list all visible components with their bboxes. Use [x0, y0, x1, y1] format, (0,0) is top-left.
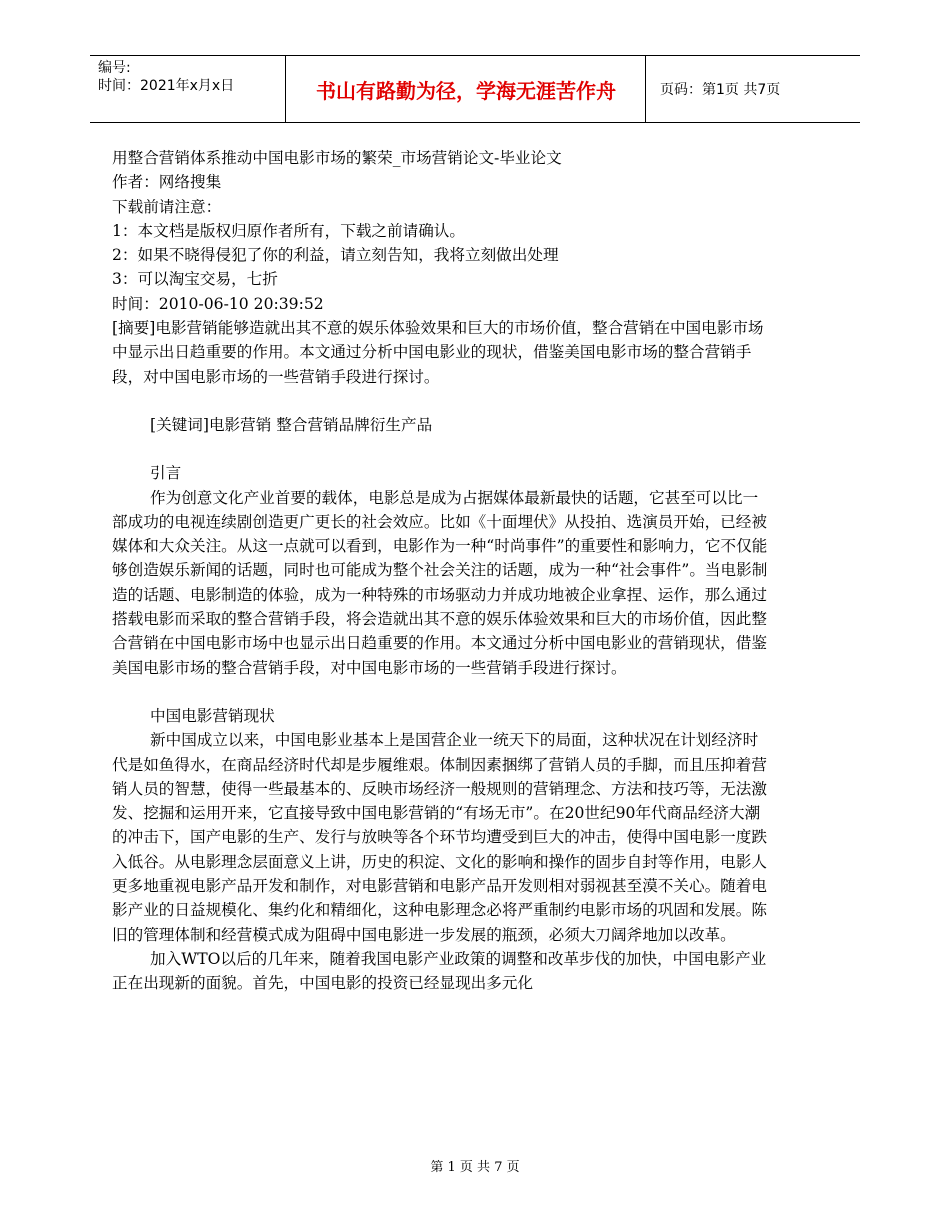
- notice-item-2: 2：如果不晓得侵犯了你的利益，请立刻告知，我将立刻做出处理: [112, 246, 559, 265]
- section-paragraph-2: 加入WTO以后的几年来，随着我国电影产业政策的调整和改革步伐的加快，中国电影产业正在出现新的面貌。首先，中国电影的投资已经显现出多元化: [112, 949, 767, 993]
- notice-item-1: 1：本文档是版权归原作者所有，下载之前请确认。: [112, 221, 465, 240]
- header-motto: 书山有路勤为径，学海无涯苦作舟: [287, 56, 646, 122]
- header-meta: [90, 56, 286, 122]
- notice-item-3: 3：可以淘宝交易，七折: [112, 270, 278, 289]
- header-time: 时间：2021年x月x日: [98, 78, 235, 94]
- page-header: [90, 55, 860, 123]
- section-heading: 中国电影营销现状: [150, 706, 275, 725]
- notice-heading: 下载前请注意：: [112, 197, 222, 216]
- header-page-number: 页码：第1页 共7页: [660, 82, 781, 98]
- doc-title: 用整合营销体系推动中国电影市场的繁荣_市场营销论文-毕业论文: [112, 149, 562, 167]
- intro-paragraph: 作为创意文化产业首要的载体，电影总是成为占据媒体最新最快的话题，它甚至可以比一部成功的电视连续剧创造更广更长的社会效应。比如《十面埋伏》从投拍、选演员开始，已经被媒体和大众关注。从这一点就可以看到，电影作为一种“时尚事件”的重要性和影响力，它不仅能够创造娱乐新闻的话题，同时也可能成为整个社会关注的话题，成为一种“社会事件”。当电影制造的话题、电影制造的体验，成为一种特殊的市场驱动力并成功地被企业拿捏、运作，那么通过搭载电影而采取的整合营销手段，将会造就出其不意的娱乐体验效果和巨大的市场价值，因此整合营销在中国电影市场中也显示出日趋重要的作用。本文通过分析中国电影业的营销现状，借鉴美国电影市场的整合营销手段，对中国电影市场的一些营销手段进行探讨。: [112, 488, 768, 677]
- doc-author: 作者：网络搜集: [112, 173, 222, 192]
- page-footer: 第 1 页 共 7 页: [430, 1160, 520, 1175]
- keywords: [关键词]电影营销 整合营销品牌衍生产品: [150, 415, 433, 434]
- abstract: [摘要]电影营销能够造就出其不意的娱乐体验效果和巨大的市场价值，整合营销在中国电影市场中显示出日趋重要的作用。本文通过分析中国电影业的现状，借鉴美国电影市场的整合营销手段，对中国电影市场的一些营销手段进行探讨。: [112, 319, 764, 386]
- intro-heading: 引言: [150, 464, 182, 483]
- document-body: [112, 146, 772, 996]
- header-number: 编号:: [98, 60, 131, 76]
- doc-time: 时间：2010-06-10 20:39:52: [112, 294, 324, 313]
- section-paragraph-1: 新中国成立以来，中国电影业基本上是国营企业一统天下的局面，这种状况在计划经济时代是如鱼得水，在商品经济时代却是步履维艰。体制因素捆绑了营销人员的手脚，而且压抑着营销人员的智慧，使得一些最基本的、反映市场经济一般规则的营销理念、方法和技巧等，无法激发、挖掘和运用开来，它直接导致中国电影营销的“有场无市”。在20世纪90年代商品经济大潮的冲击下，国产电影的生产、发行与放映等各个环节均遭受到巨大的冲击，使得中国电影一度跌入低谷。从电影理念层面意义上讲，历史的积淀、文化的影响和操作的固步自封等作用，电影人更多地重视电影产品开发和制作，对电影营销和电影产品开发则相对弱视甚至漠不关心。随着电影产业的日益规模化、集约化和精细化，这种电影理念必将严重制约电影市场的巩固和发展。陈旧的管理体制和经营模式成为阻碍中国电影进一步发展的瓶颈，必须大刀阔斧地加以改革。: [112, 731, 767, 944]
